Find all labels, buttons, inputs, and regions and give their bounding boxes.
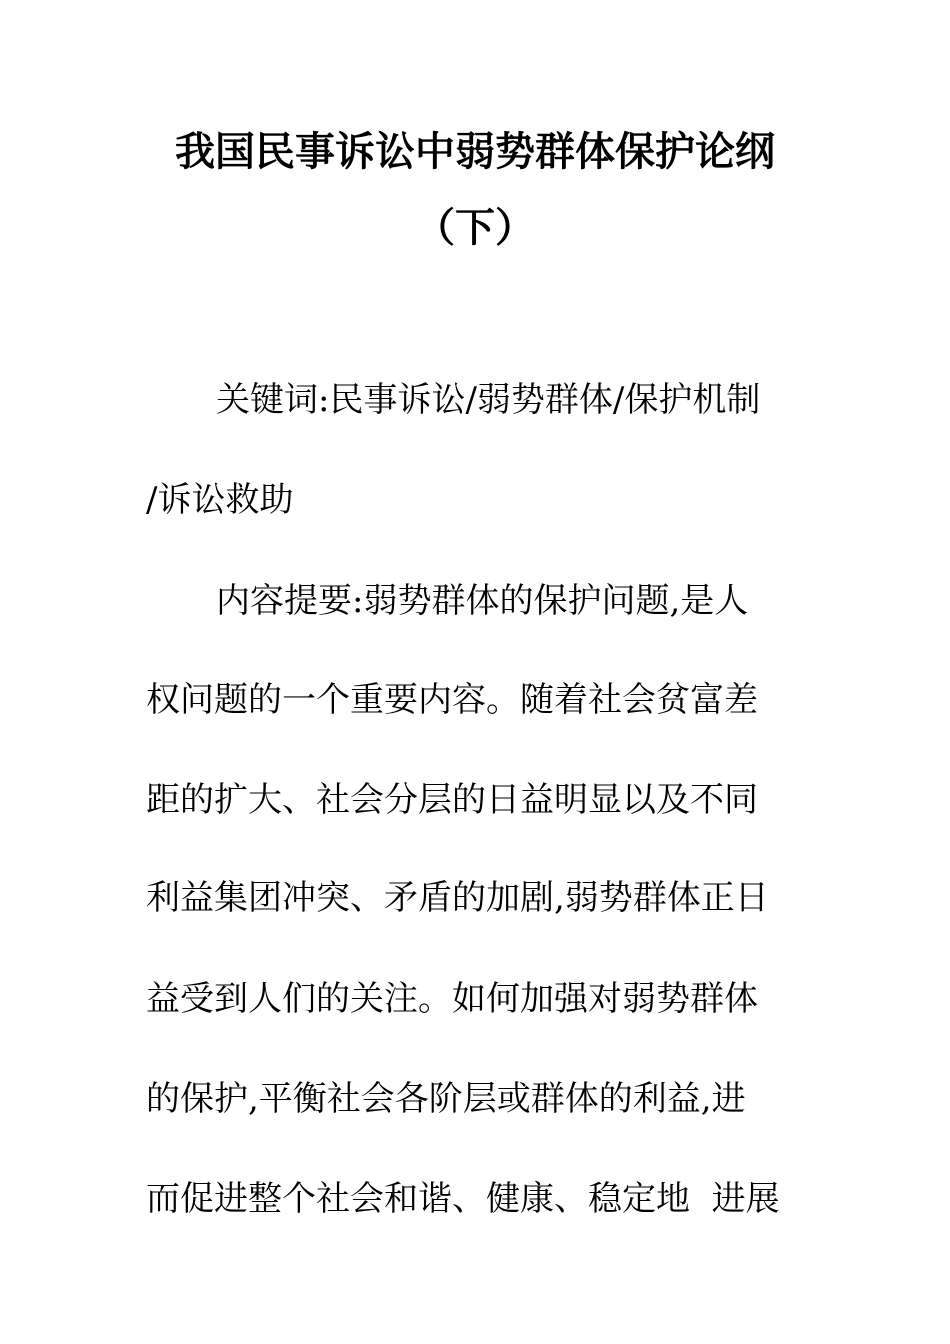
keywords-line: 关键词:民事诉讼/弱势群体/保护机制 [216, 380, 761, 420]
abstract-line: 利益集团冲突、矛盾的加剧,弱势群体正日 [146, 878, 769, 918]
abstract-line: 距的扩大、社会分层的日益明显以及不同 [146, 780, 758, 820]
document-title-part: （下） [415, 204, 535, 251]
abstract-line: 益受到人们的关注。如何加强对弱势群体 [146, 979, 758, 1019]
abstract-line: 而促进整个社会和谐、健康、稳定地 进展 [146, 1179, 780, 1219]
keywords-line-continued: /诉讼救助 [146, 480, 294, 520]
abstract-line: 内容提要:弱势群体的保护问题,是人 [216, 581, 749, 621]
document-title: 我国民事诉讼中弱势群体保护论纲 [175, 128, 775, 175]
abstract-line: 的保护,平衡社会各阶层或群体的利益,进 [146, 1079, 746, 1119]
abstract-line: 权问题的一个重要内容。随着社会贫富差 [146, 680, 758, 720]
